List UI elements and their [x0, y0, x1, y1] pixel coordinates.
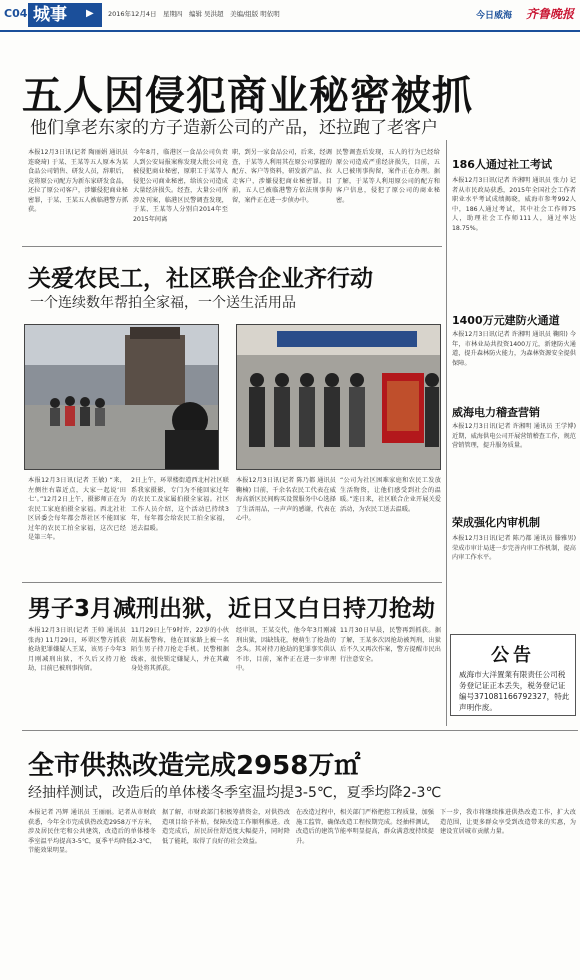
divider: [22, 730, 578, 731]
issue-meta: 2016年12月4日 星期四 编辑 吴洪超 美编/组版 明依明: [108, 10, 280, 18]
photo-illustration: [237, 325, 441, 470]
notice-title: 公告: [491, 645, 535, 666]
article-column: 本报12月3日讯(记者 陶丽娟 通讯员 连晓琦) 于某、王某等五人原本为某食品公司销售、研发人员，辞职后，竟将原公司配方为新东家研发食品，还拉了原公司客户，涉嫌侵犯商业秘密罪，于某、王某五人被临港警方抓获。: [28, 149, 128, 213]
section-label: 城事: [33, 5, 67, 25]
article-column: 本报12月3日讯(记者 陈乃都 通讯员 鞠楠) 目前，千余名农民工代表在威海高新区民间购买设置服务中心选择了生活用品，一声声的感谢，代表在心中。: [236, 477, 336, 522]
play-arrow-icon: ▶: [86, 8, 94, 19]
divider: [22, 582, 442, 583]
article-column: 在改造过程中，相关部门严格把控工程质量，加强施工监管，确保改造工程按期完成。经抽样测试，改造后的建筑节能率明显提高，群众满意度持续提升。: [296, 809, 434, 845]
photo-illustration: [25, 325, 219, 470]
article-column: 经审讯，王某交代，他今年3月刚减刑出狱，因缺钱花，便萌生了抢劫的念头。其对持刀抢劫的犯罪事实供认不讳，目前，案件正在进一步审理中。: [236, 627, 336, 672]
article-column: 11月30日早晨，民警再到抓获。据了解，王某多次因抢劫被判刑，出狱后不久又再次作案，警方提醒市民出行注意安全。: [340, 627, 441, 663]
article-column: 据了解，市财政部门积极筹措资金，对供热改造项目给予补贴，保障改造工作顺利推进。改造完成后，居民居住舒适度大幅提升，同时降低了能耗，取得了良好的社会效益。: [162, 809, 290, 845]
brief-text: 本报12月3日讯(记者 许湘明 通讯员 张力) 记者从市民政局获悉，2015年全国社会工作者职业水平考试成绩揭晓，威海市参考992人中，186人通过考试，其中社会工作师75人，助理社会工作师111人，通过率达18.75%。: [452, 177, 576, 232]
brief-text: 本报12月3日讯(记者 许湘明 通讯员 鞠阳) 今年，市林业局共投资1400万元，新建防火通道，提升森林防火能力，为森林资源安全提供保障。: [452, 331, 576, 367]
headline-story3: 男子3月减刑出狱，近日又白日持刀抢劫: [28, 596, 436, 622]
article-column: 本报记者 冯辉 通讯员 王丽丽。记者从市财政获悉，今年全市完成供热改造2958万平方米，涉及居民住宅和公共建筑，改造后的单体楼冬季室温平均提高3-5℃，夏季平均降低2-3℃，节能效果明显。: [28, 809, 156, 854]
subheadline-main: 他们拿老东家的方子造新公司的产品，还拉跑了老客户: [30, 118, 438, 138]
photo-family-portrait: [24, 324, 219, 470]
page-number: C04: [4, 7, 28, 20]
newspaper-logo: 齐鲁晚报: [526, 7, 575, 21]
subheadline-story4: 经抽样测试，改造后的单体楼冬季室温均提3-5℃，夏季均降2-3℃: [28, 785, 442, 801]
article-column: 本报12月3日讯(记者 王帅 通讯员 张海) 11月29日，环翠区警方抓获抢劫犯罪嫌疑人王某，该男子今年3月刚减刑出狱，不久后又持刀抢劫，目前已被刑事拘留。: [28, 627, 126, 672]
headline-main: 五人因侵犯商业秘密被抓: [22, 73, 473, 119]
headline-story4: 全市供热改造完成2958万㎡: [28, 751, 361, 781]
brief-title: 威海电力稽查营销: [452, 406, 540, 419]
divider-vertical: [446, 140, 447, 726]
brief-title: 186人通过社工考试: [452, 158, 552, 171]
notice-box: [450, 634, 576, 716]
brief-text: 本报12月3日讯(记者 许湘明 通讯员 王学博) 近期，威海供电公司开展营销稽查工作，规范营销管理，提升服务质量。: [452, 423, 576, 449]
page-header: [0, 0, 580, 32]
article-column: 2日上午，环翠楼街道西北村社区联系我家摄影，专门为不能回家过年的农民工及家属拍摄全家福。社区工作人员介绍，这个活动已持续3年，每年都会给农民工拍全家福，送去温暖。: [131, 477, 229, 532]
article-column: 11月29日上午9时许，22岁的小伙胡某报警称，他在回家路上被一名陌生男子持刀抢走手机。民警根据线索，很快锁定嫌疑人，并在其藏身处将其抓获。: [131, 627, 229, 672]
photo-donation: [236, 324, 441, 470]
article-column: 民警调查后发现，五人的行为已经给原公司造成严重经济损失，目前，五人已被刑事拘留，案件正在办理。据了解，于某等人利用原公司的配方和客户信息，侵犯了原公司的商业秘密。: [336, 149, 440, 204]
divider: [22, 246, 442, 247]
headline-story2: 关爱农民工，社区联合企业齐行动: [28, 266, 373, 292]
brand-name: 今日威海: [476, 11, 513, 21]
article-column: 本报12月3日讯(记者 王敏) “来，左侧往右靠近点，大家一起说‘田七’。”12月2日上午，摄影师正在为农民工家庭拍摄全家福。西北社社区居委会每年都会帮社区不能回家过年的农民工拍全家福，这次已经是第三年。: [28, 477, 126, 541]
article-column: 今年8月，临港区一食品公司负责人到公安局报案称发现大批公司竟被侵犯商业秘密，原职工于某等人侵犯公司商业秘密，给该公司造成大量经济损失。经查，大量公司所涉及刊案，临港区民警调查发现，于某、王某等人分别自2014年至2015年间离: [133, 149, 228, 223]
article-column: 下一步，我市将继续推进供热改造工作，扩大改造范围，让更多群众享受到改造带来的实惠，为建设宜居城市贡献力量。: [440, 809, 576, 835]
brief-text: 本报12月3日讯(记者 陈乃都 通讯员 滕雅男) 荣成市审计局进一步完善内审工作机制，提高内审工作水平。: [452, 535, 576, 561]
brief-title: 1400万元建防火通道: [452, 314, 560, 327]
notice-body: 威海市大洋置業有限责任公司税务登记证正本丢失，税务登记证编号371081166792327，特此声明作废。: [459, 670, 570, 712]
article-column: “公司为社区困难家庭和农民工发放生活物资，让他们感受到社会的温暖。”连日来，社区联合企业开展关爱活动，为农民工送去温暖。: [340, 477, 441, 513]
subheadline-story2: 一个连续数年帮拍全家福，一个送生活用品: [30, 295, 296, 311]
article-column: 职，到另一家食品公司，后来，经调查，于某等人利用其在原公司掌握的配方、客户等资料，研发新产品、拉走客户，涉嫌侵犯商业秘密罪。目前，五人已被临港警方依法刑事拘留，案件正在进一步侦办中。: [232, 149, 332, 204]
brief-title: 荣成强化内审机制: [452, 516, 540, 529]
